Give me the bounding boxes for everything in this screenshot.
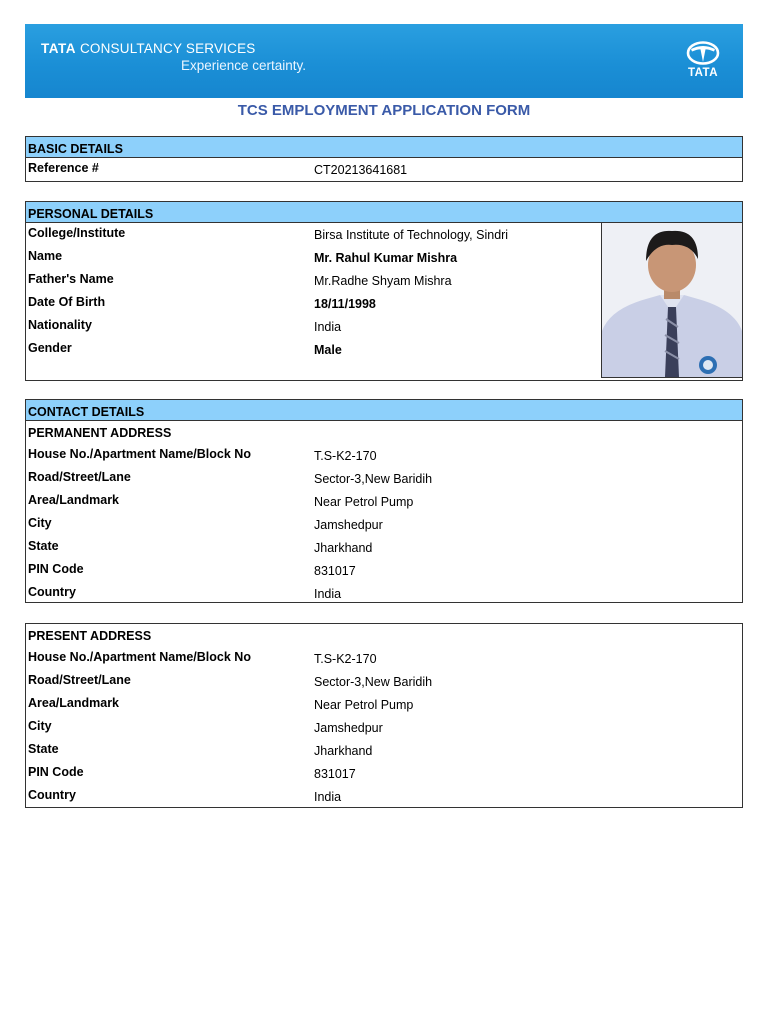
brand-name-bold: TATA xyxy=(41,41,76,56)
applicant-photo xyxy=(601,223,742,378)
field-value: CT20213641681 xyxy=(314,163,408,177)
field-value: India xyxy=(314,790,342,804)
field-value: Sector-3,New Baridih xyxy=(314,675,433,689)
field-label: City xyxy=(28,719,52,733)
field-label: Date Of Birth xyxy=(28,295,106,309)
field-value: India xyxy=(314,320,342,334)
brand-name xyxy=(41,41,256,56)
basic-details-header: BASIC DETAILS xyxy=(26,137,742,158)
field-value: Near Petrol Pump xyxy=(314,698,414,712)
field-value: T.S-K2-170 xyxy=(314,449,377,463)
permanent-address-header: PERMANENT ADDRESS xyxy=(28,426,172,440)
field-value: Jamshedpur xyxy=(314,721,383,735)
present-address-section xyxy=(25,623,743,808)
field-label: Gender xyxy=(28,341,72,355)
field-value: Jharkhand xyxy=(314,744,373,758)
field-label: College/Institute xyxy=(28,226,126,240)
form-row xyxy=(26,647,742,670)
form-row xyxy=(26,444,742,467)
field-value: Mr.Radhe Shyam Mishra xyxy=(314,274,452,288)
contact-details-header: CONTACT DETAILS xyxy=(26,400,742,421)
form-row xyxy=(26,582,742,602)
brand-name-rest: CONSULTANCY SERVICES xyxy=(76,41,256,56)
field-label: Road/Street/Lane xyxy=(28,673,131,687)
logo-text: TATA xyxy=(687,67,719,79)
field-value: 831017 xyxy=(314,564,356,578)
field-value: Jamshedpur xyxy=(314,518,383,532)
form-title: TCS EMPLOYMENT APPLICATION FORM xyxy=(237,102,531,119)
field-value: Sector-3,New Baridih xyxy=(314,472,433,486)
form-row xyxy=(26,490,742,513)
field-label: House No./Apartment Name/Block No xyxy=(28,650,251,664)
form-row xyxy=(26,670,742,693)
form-row xyxy=(26,716,742,739)
field-label: Country xyxy=(28,585,76,599)
form-row xyxy=(26,158,742,181)
field-value: T.S-K2-170 xyxy=(314,652,377,666)
field-value: Birsa Institute of Technology, Sindri xyxy=(314,228,509,242)
field-value: Male xyxy=(314,343,342,357)
field-label: City xyxy=(28,516,52,530)
form-row xyxy=(26,785,742,807)
field-label: State xyxy=(28,539,59,553)
field-label: Reference # xyxy=(28,161,99,175)
tata-logo-icon xyxy=(681,41,725,67)
personal-details-section xyxy=(25,201,743,381)
form-row xyxy=(26,536,742,559)
form-row xyxy=(26,467,742,490)
field-label: Road/Street/Lane xyxy=(28,470,131,484)
field-value: Jharkhand xyxy=(314,541,373,555)
field-label: Area/Landmark xyxy=(28,493,120,507)
field-value: India xyxy=(314,587,342,601)
contact-details-section xyxy=(25,399,743,603)
field-label: State xyxy=(28,742,59,756)
tata-logo xyxy=(681,41,725,81)
personal-details-header: PERSONAL DETAILS xyxy=(26,202,742,223)
field-label: Nationality xyxy=(28,318,92,332)
field-value: 831017 xyxy=(314,767,356,781)
field-label: PIN Code xyxy=(28,765,84,779)
form-row xyxy=(26,559,742,582)
field-value: 18/11/1998 xyxy=(314,297,376,311)
form-row xyxy=(26,739,742,762)
form-row xyxy=(26,693,742,716)
field-label: Name xyxy=(28,249,63,263)
form-row xyxy=(26,513,742,536)
applicant-photo-image xyxy=(602,223,742,377)
field-value: Mr. Rahul Kumar Mishra xyxy=(314,251,458,265)
field-value: Near Petrol Pump xyxy=(314,495,414,509)
present-address-header: PRESENT ADDRESS xyxy=(28,629,152,643)
brand-tagline: Experience certainty. xyxy=(181,58,307,73)
basic-details-section xyxy=(25,136,743,182)
header-banner xyxy=(25,24,743,98)
form-row xyxy=(26,762,742,785)
field-label: Country xyxy=(28,788,76,802)
field-label: House No./Apartment Name/Block No xyxy=(28,447,251,461)
field-label: Area/Landmark xyxy=(28,696,120,710)
field-label: Father's Name xyxy=(28,272,114,286)
field-label: PIN Code xyxy=(28,562,84,576)
